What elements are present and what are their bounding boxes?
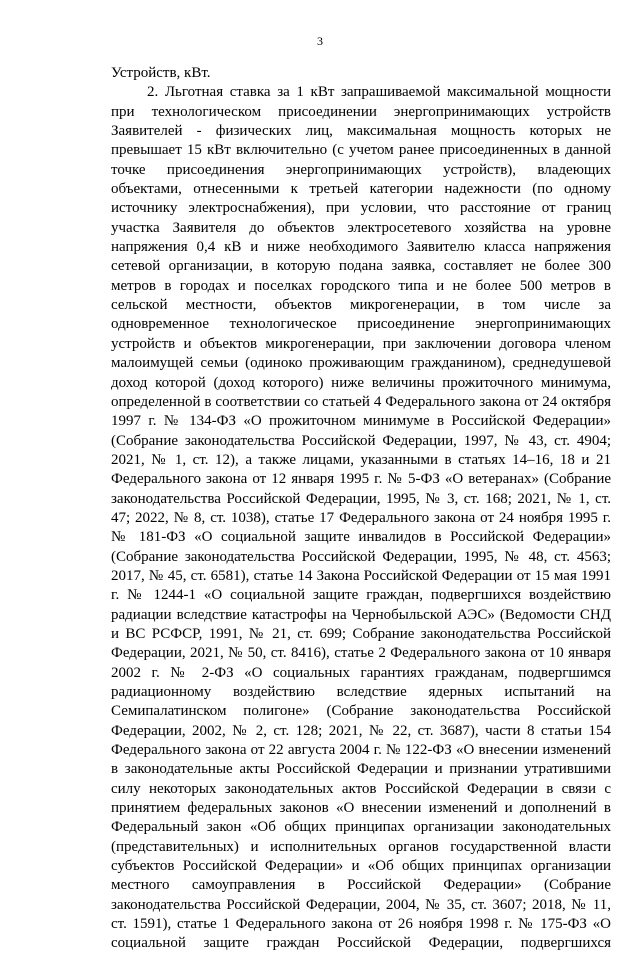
document-body: [111, 64, 611, 954]
text-line: превышает 15 кВт включительно (с учетом ранее присоединенных в данной: [111, 142, 611, 159]
text-line: (представительных) и исполнительных органов государственной власти: [111, 838, 611, 855]
text-line: Федерального закона от 12 января 1995 г. № 5-ФЗ «О ветеранах» (Собрание: [111, 471, 611, 488]
text-line: в законодательные акты Российской Федерации и признании утратившими: [111, 761, 611, 778]
text-line: 2002 г. № 2-ФЗ «О социальных гарантиях гражданам, подвергшимся: [111, 664, 611, 681]
text-line: 47; 2022, № 8, ст. 1038), статье 17 Федерального закона от 24 ноября 1995 г.: [111, 509, 611, 526]
text-line: социальной защите граждан Российской Федерации, подвергшихся: [111, 935, 611, 952]
text-line: Федерального закона от 22 августа 2004 г. № 122-ФЗ «О внесении изменений: [111, 742, 611, 759]
text-line: радиационному воздействию вследствие ядерных испытаний на: [111, 684, 611, 700]
text-line: устройств и объектов микрогенерации, при заключении договора членом: [111, 335, 611, 352]
text-line: источнику электроснабжения), при условии, что расстояние от границ: [111, 200, 611, 217]
page-number: 3: [317, 34, 323, 48]
text-line: напряжения 0,4 кВ и ниже необходимого Заявителю класса напряжения: [111, 239, 611, 256]
text-line: сельской местности, объектов микрогенерации, в том числе за: [111, 297, 611, 314]
text-line: № 181-ФЗ «О социальной защите инвалидов в Российской Федерации»: [111, 529, 611, 546]
text-line: 2021, № 1, ст. 12), а также лицами, указанными в статьях 14–16, 18 и 21: [111, 451, 611, 468]
text-line: Заявителей - физических лиц, максимальная мощность которых не: [111, 123, 611, 140]
text-line: определенной в соответствии со статьей 4 Федерального закона от 24 октября: [111, 393, 611, 410]
text-line: силу некоторых законодательных актов Российской Федерации в связи с: [111, 780, 611, 797]
text-line: субъектов Российской Федерации» и «Об общих принципах организации: [111, 858, 611, 875]
text-line: Семипалатинском полигоне» (Собрание законодательства Российской: [111, 703, 611, 720]
text-line: законодательства Российской Федерации, 1995, № 3, ст. 168; 2021, № 1, ст.: [111, 490, 611, 507]
text-line: при технологическом присоединении энергопринимающих устройств: [111, 103, 611, 120]
text-line: доход которой (доход которого) ниже величины прожиточного минимума,: [111, 374, 611, 391]
text-line: Устройств, кВт.: [111, 65, 211, 81]
text-line: малоимущей семьи (одиноко проживающим гражданином), среднедушевой: [111, 355, 611, 372]
text-line: 2017, № 45, ст. 6581), статье 14 Закона Российской Федерации от 15 мая 1991: [111, 567, 611, 584]
text-line: радиации вследствие катастрофы на Чернобыльской АЭС» (Ведомости СНД: [111, 606, 611, 623]
text-line: принятием федеральных законов «О внесении изменений и дополнений в: [111, 800, 611, 817]
text-line: 2. Льготная ставка за 1 кВт запрашиваемой максимальной мощности: [147, 84, 611, 101]
text-line: 1997 г. № 134-ФЗ «О прожиточном минимуме в Российской Федерации»: [111, 413, 611, 430]
text-line: и ВС РСФСР, 1991, № 21, ст. 699; Собрание законодательства Российской: [111, 625, 611, 642]
text-line: Федерации, 2002, № 2, ст. 128; 2021, № 22, ст. 3687), части 8 статьи 154: [111, 722, 611, 739]
text-line: Федеральный закон «Об общих принципах организации законодательных: [111, 819, 611, 836]
text-line: (Собрание законодательства Российской Федерации, 1997, № 43, ст. 4904;: [111, 432, 611, 449]
text-line: одновременное технологическое присоединение энергопринимающих: [111, 316, 611, 333]
text-line: (Собрание законодательства Российской Федерации, 1995, № 48, ст. 4563;: [111, 548, 611, 565]
text-line: точке присоединения энергопринимающих устройств), владеющих: [111, 161, 611, 178]
text-line: г. № 1244-1 «О социальной защите граждан, подвергшихся воздействию: [111, 587, 611, 604]
text-line: объектами, отнесенными к третьей категории надежности (по одному: [111, 181, 611, 198]
text-line: местного самоуправления в Российской Федерации» (Собрание: [111, 877, 611, 894]
text-line: участка Заявителя до объектов электросетевого хозяйства на уровне: [111, 219, 611, 236]
text-line: законодательства Российской Федерации, 2004, № 35, ст. 3607; 2018, № 11,: [111, 896, 611, 913]
text-line: сетевой организации, в которую подана заявка, составляет не более 300: [111, 258, 611, 275]
text-line: ст. 1591), статье 1 Федерального закона от 26 ноября 1998 г. № 175-ФЗ «О: [111, 916, 611, 933]
text-line: метров в городах и поселках городского типа и не более 500 метров в: [111, 277, 611, 294]
text-line: Федерации, 2021, № 50, ст. 8416), статье 2 Федерального закона от 10 января: [111, 645, 611, 662]
